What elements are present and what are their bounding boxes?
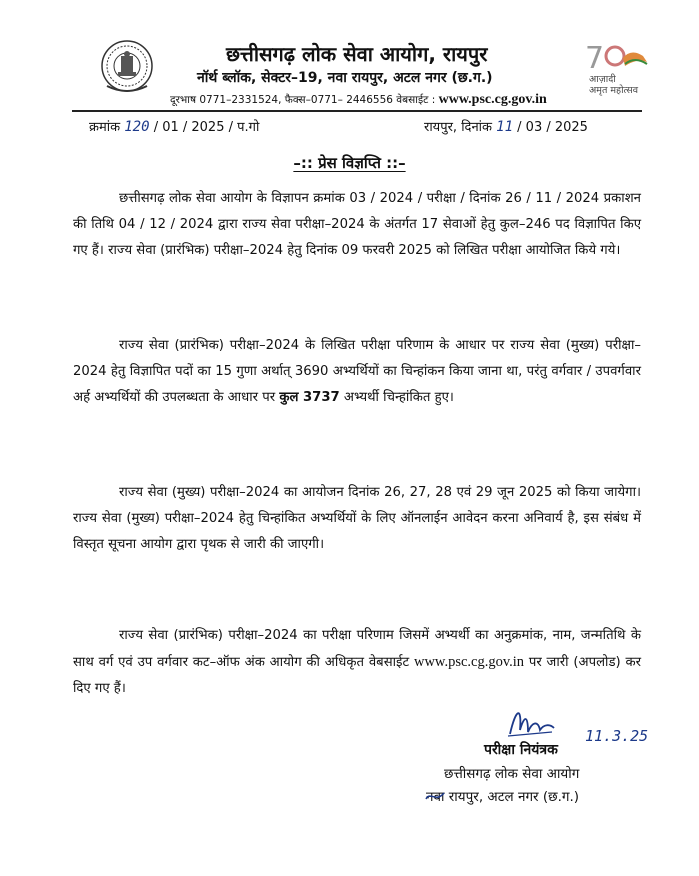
org-name: छत्तीसगढ़ लोक सेवा आयोग, रायपुर (226, 42, 488, 66)
paragraph-4 (73, 623, 641, 702)
page-title (0, 153, 699, 173)
signatory-title: परीक्षा नियंत्रक (484, 742, 558, 758)
date-suffix: / 03 / 2025 (517, 120, 588, 135)
reference-number (89, 117, 259, 135)
contact-details: दूरभाष 0771–2331524, फैक्स–0771– 2446556 वेबसाईट : (170, 94, 436, 106)
paragraph-1 (73, 186, 641, 264)
date-prefix: रायपुर, दिनांक (424, 120, 493, 135)
azadi-line2: अमृत महोत्सव (589, 85, 638, 96)
signature-date-handwritten: 11.3.25 (585, 727, 649, 745)
paragraph-4-start: राज्य सेवा (प्रारंभिक) परीक्षा–2024 का परीक्षा परिणाम जिसमें अभ्यर्थी का अनुक्रमांक, नाम, जन्मतिथि के साथ वर्ग एवं उप वर्गवार कट–ऑफ अंक आयोग की अधिकृत वेबसाईट (73, 628, 641, 670)
paragraph-2-end: अभ्यर्थी चिन्हांकित हुए। (343, 390, 454, 405)
paragraph-4-website[interactable]: www.psc.cg.gov.in (413, 654, 525, 670)
ink-scribble (424, 789, 448, 805)
paragraph-2-start: राज्य सेवा (प्रारंभिक) परीक्षा–2024 के लिखित परीक्षा परिणाम के आधार पर राज्य सेवा (मुख्य) परीक्षा–2024 हेतु विज्ञापित पदों का 15 गुणा अर्थात् 3690 अभ्यर्थियों का चिन्हांकन किया जाना था, परंतु वर्गवार / उपवर्गवार अर्ह अभ्यर्थियों की उपलब्धता के आधार पर (73, 338, 641, 405)
paragraph-2 (73, 333, 641, 411)
azadi-text (589, 74, 638, 96)
paragraph-2-bold: कुल 3737 (279, 390, 340, 405)
contact-line (170, 92, 547, 108)
page-title-text: –:: प्रेस विज्ञप्ति ::– (293, 154, 406, 172)
header-rule (72, 110, 642, 112)
paragraph-3 (73, 480, 641, 558)
ref-suffix: / 01 / 2025 / प.गो (153, 120, 260, 135)
svg-text:7: 7 (585, 41, 605, 76)
reference-date (424, 117, 588, 135)
org-address: नॉर्थ ब्लॉक, सेक्टर–19, नवा रायपुर, अटल नगर (छ.ग.) (197, 70, 493, 86)
website-link[interactable]: www.psc.cg.gov.in (438, 92, 547, 107)
paragraph-3-text: राज्य सेवा (मुख्य) परीक्षा–2024 का आयोजन दिनांक 26, 27, 28 एवं 29 जून 2025 को किया जायेगा। राज्य सेवा (मुख्य) परीक्षा–2024 हेतु चिन्हांकित अभ्यर्थियों के लिए ऑनलाईन आवेदन करना अनिवार्य है, इस संबंध में विस्तृत सूचना आयोग द्वारा पृथक से जारी की जाएगी। (73, 485, 641, 552)
signatory-place: नवा रायपुर, अटल नगर (छ.ग.) (426, 789, 580, 805)
date-day-handwritten: 11 (496, 119, 514, 135)
handwritten-signature (506, 704, 556, 740)
paragraph-1-text: छत्तीसगढ़ लोक सेवा आयोग के विज्ञापन क्रमांक 03 / 2024 / परीक्षा / दिनांक 26 / 11 / 2024 प्रकाशन की तिथि 04 / 12 / 2024 द्वारा राज्य सेवा परीक्षा–2024 के अंतर्गत 17 सेवाओं हेतु कुल–246 पद विज्ञापित किए गए हैं। राज्य सेवा (प्रारंभिक) परीक्षा–2024 हेतु दिनांक 09 फरवरी 2025 को लिखित परीक्षा आयोजित किये गये। (73, 191, 641, 258)
azadi-line1: आज़ादी (589, 74, 616, 85)
signatory-org: छत्तीसगढ़ लोक सेवा आयोग (444, 766, 580, 782)
paragraph-4-end: पर जारी (अपलोड) कर दिए गए हैं। (73, 655, 641, 696)
ref-prefix: क्रमांक (89, 120, 121, 135)
ref-number-handwritten: 120 (124, 119, 150, 135)
cgpsc-emblem-icon (99, 38, 155, 98)
